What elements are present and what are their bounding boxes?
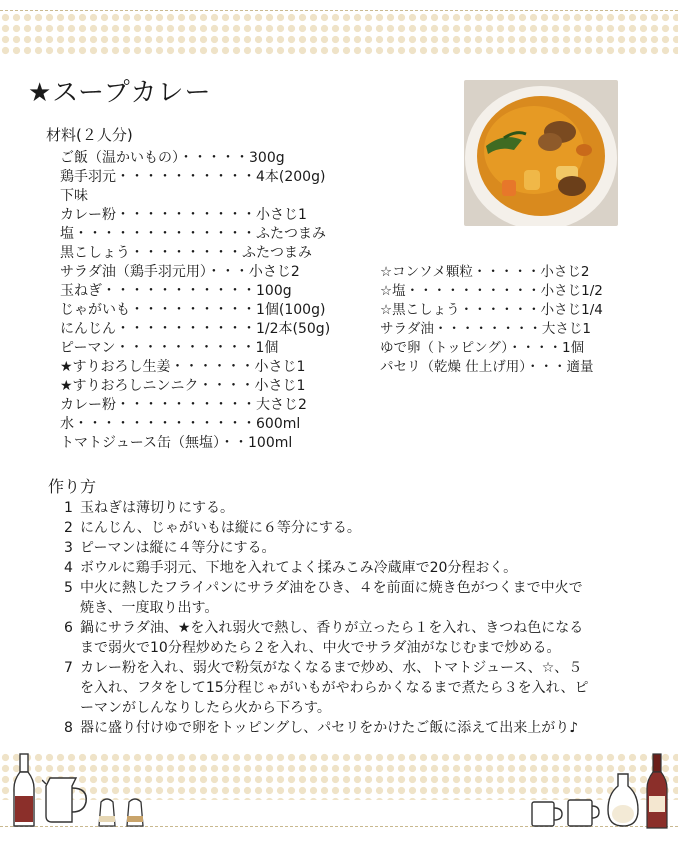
ingredient-line: にんじん・・・・・・・・・・1/2本(50g)	[60, 321, 331, 337]
ingredient-line: ピーマン・・・・・・・・・・1個	[60, 340, 279, 356]
cup-icon	[566, 798, 600, 832]
ingredient-line: カレー粉・・・・・・・・・・大さじ2	[60, 397, 307, 413]
soup-curry-photo	[464, 80, 618, 226]
ingredient-line: パセリ（乾燥 仕上げ用）・・・適量	[380, 359, 594, 375]
ingredients-heading: 材料(２人分)	[46, 126, 133, 144]
ingredient-line: ☆塩・・・・・・・・・・小さじ1/2	[380, 283, 603, 299]
bottom-dot-border	[0, 752, 678, 800]
steps-heading: 作り方	[48, 477, 97, 496]
ingredient-line: ☆コンソメ顆粒・・・・・小さじ2	[380, 264, 590, 280]
page-title: ★スープカレー	[28, 78, 212, 108]
wine-bottle-icon	[644, 752, 670, 834]
pepper-shaker-icon	[124, 796, 146, 832]
ingredient-line: 水・・・・・・・・・・・・・600ml	[60, 416, 301, 432]
step-item-continued: を入れ、フタをして15分程じゃがいもがやわらかくなるまで煮たら３を入れ、ピ	[80, 680, 589, 696]
pitcher-icon	[42, 772, 96, 832]
carafe-icon	[606, 770, 640, 832]
ingredient-line: ★すりおろしニンニク・・・・小さじ1	[60, 378, 306, 394]
step-item: 7 カレー粉を入れ、弱火で粉気がなくなるまで炒め、水、トマトジュース、☆、５	[64, 660, 583, 676]
ingredient-line: 黒こしょう・・・・・・・・ふたつまみ	[60, 245, 312, 261]
ingredient-line: 塩・・・・・・・・・・・・・ふたつまみ	[60, 226, 326, 242]
step-item-continued: ーマンがしんなりしたら火から下ろす。	[80, 700, 331, 716]
salt-shaker-icon	[96, 796, 118, 832]
ingredients-left-list	[60, 149, 330, 453]
ingredient-line: サラダ油（鶏手羽元用）・・・小さじ2	[60, 264, 300, 280]
ingredient-line: ☆黒こしょう・・・・・・小さじ1/4	[380, 302, 603, 318]
ingredient-line: ★すりおろし生姜・・・・・・小さじ1	[60, 359, 306, 375]
ingredient-line: 鶏手羽元・・・・・・・・・・4本(200g)	[60, 169, 326, 185]
ingredient-line: 下味	[60, 188, 88, 204]
ingredient-line: カレー粉・・・・・・・・・・小さじ1	[60, 207, 307, 223]
step-item-continued: まで弱火で10分程炒めたら２を入れ、中火でサラダ油がなじむまで炒める。	[80, 640, 561, 656]
ingredient-line: トマトジュース缶（無塩）・・100ml	[60, 435, 293, 451]
step-item: 8 器に盛り付けゆで卵をトッピングし、パセリをかけたご飯に添えて出来上がり♪	[64, 720, 579, 736]
mug-icon	[530, 800, 564, 832]
step-item: 2 にんじん、じゃがいもは縦に６等分にする。	[64, 520, 361, 536]
ingredient-line: サラダ油・・・・・・・・大さじ1	[380, 321, 591, 337]
ingredient-line: ゆで卵（トッピング）・・・・1個	[380, 340, 585, 356]
step-item: 6 鍋にサラダ油、★を入れ弱火で熱し、香りが立ったら１を入れ、きつね色になる	[64, 620, 584, 636]
step-item: 5 中火に熱したフライパンにサラダ油をひき、４を前面に焼き色がつくまで中火で	[64, 580, 583, 596]
ingredient-line: じゃがいも・・・・・・・・・1個(100g)	[60, 302, 326, 318]
ingredient-line: ご飯（温かいもの）・・・・・300g	[60, 150, 285, 166]
step-item: 4 ボウルに鶏手羽元、下地を入れてよく揉みこみ冷蔵庫で20分程おく。	[64, 560, 518, 576]
top-dot-border	[0, 12, 678, 56]
step-item: 3 ピーマンは縦に４等分にする。	[64, 540, 276, 556]
steps-list	[64, 498, 589, 738]
step-item-continued: 焼き、一度取り出す。	[80, 600, 219, 616]
wine-bottle-icon	[10, 752, 38, 834]
ingredient-line: 玉ねぎ・・・・・・・・・・・100g	[60, 283, 292, 299]
step-item: 1 玉ねぎは薄切りにする。	[64, 500, 234, 516]
top-border-line	[0, 10, 678, 11]
ingredients-right-list	[380, 263, 603, 377]
